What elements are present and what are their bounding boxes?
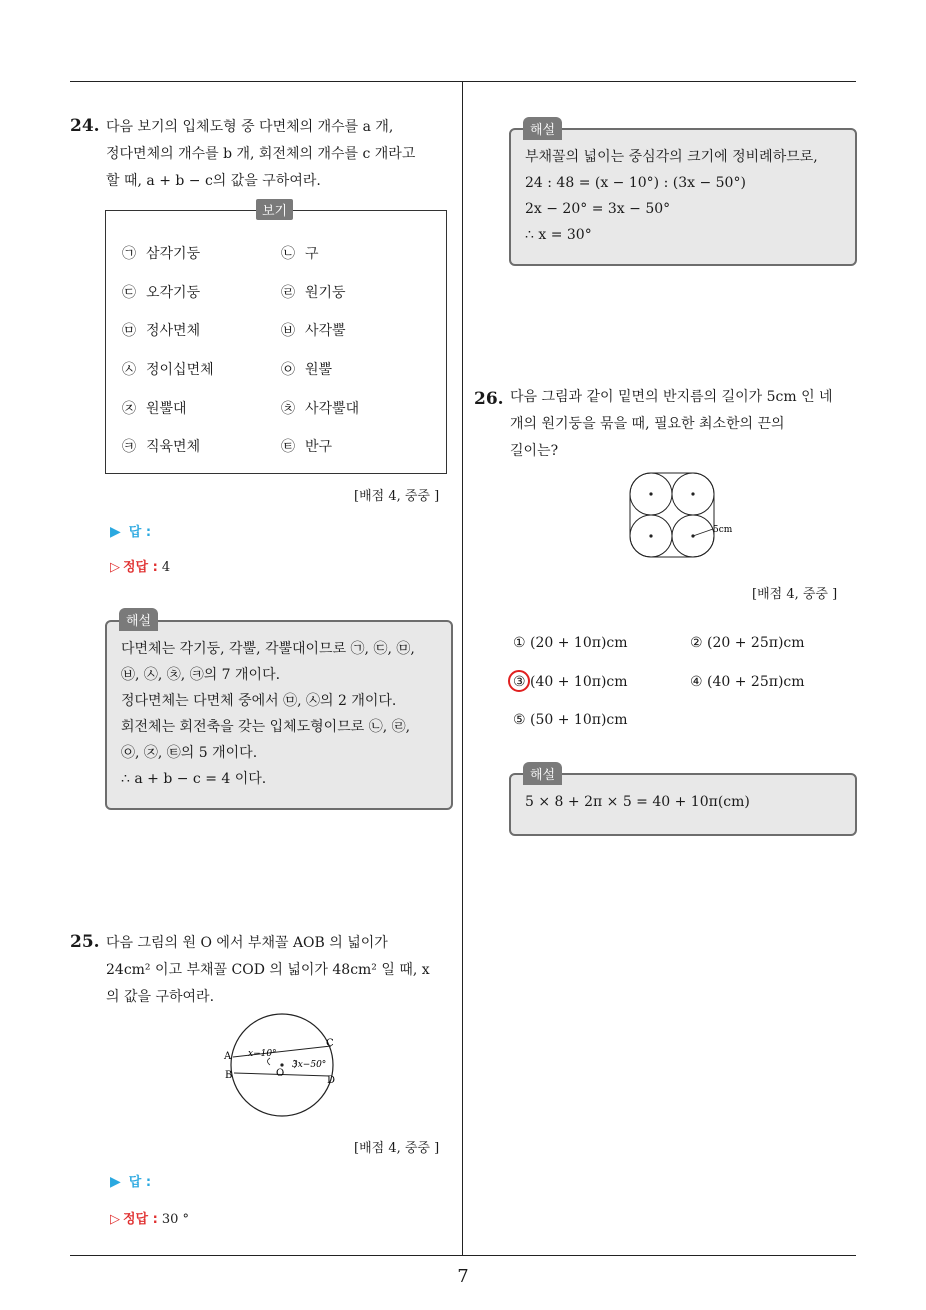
bogi-item-mark: ㉧ [281,362,295,378]
correct-answer-value: 4 [161,560,171,575]
choice-mark: ④ [690,674,703,690]
explanation-line: 부채꼴의 넓이는 중심각의 크기에 정비례하므로, [525,149,818,165]
outline-triangle-icon: ▷ [110,560,120,575]
bogi-label: 보기 [256,199,293,220]
explanation-label: 해설 [119,608,158,631]
bogi-item-text: 반구 [305,439,333,455]
choice-text: (40 + 25π)cm [707,674,805,690]
question-24-correct-answer [110,556,170,575]
explanation-line: ㉥, ㉦, ㉩, ㉪의 7 개이다. [121,667,281,683]
center-dot [649,534,652,537]
bogi-item [281,282,346,302]
bogi-item-mark: ㉥ [281,323,295,339]
bogi-item-text: 직육면체 [146,439,201,455]
label-a: A [224,1051,232,1062]
choice-4[interactable] [690,674,805,690]
bogi-item [122,398,187,418]
radius-label: 5cm [713,525,733,535]
answer-label: 답 : [128,1175,152,1190]
explanation-line: 다면체는 각기둥, 각뿔, 각뿔대이므로 ㉠, ㉢, ㉤, [121,641,415,657]
label-angle-aob: x−10° [248,1049,277,1059]
choice-5[interactable] [513,712,628,728]
label-angle-cod: 3x−50° [292,1060,327,1070]
question-26-score: [배점 4, 중중 ] [752,587,838,602]
choice-mark: ⑤ [513,712,526,728]
choice-text: (40 + 10π)cm [530,674,628,690]
bogi-item [281,243,319,263]
explanation-line: 24 : 48 = (x − 10°) : (3x − 50°) [525,175,746,191]
question-25-score: [배점 4, 중중 ] [354,1141,440,1156]
bogi-item-text: 원뿔대 [146,401,187,417]
outline-triangle-icon: ▷ [110,1212,120,1227]
explanation-label: 해설 [523,117,562,140]
label-d: D [327,1075,336,1086]
explanation-line: 5 × 8 + 2π × 5 = 40 + 10π(cm) [525,794,750,810]
string-loop [630,473,714,557]
bogi-item-mark: ㉣ [281,285,295,301]
play-icon: ▶ [110,524,121,540]
explanation-line: 정다면체는 다면체 중에서 ㉤, ㉦의 2 개이다. [121,693,397,709]
bogi-item-text: 삼각기둥 [146,246,201,262]
label-c: C [326,1038,334,1049]
label-o: O [276,1068,285,1079]
bogi-item-mark: ㉩ [281,401,295,417]
bogi-item [122,436,200,456]
question-26-text [510,384,833,465]
center-point [280,1063,283,1066]
page-number: 7 [457,1266,469,1287]
bogi-item [281,359,332,379]
bogi-item-text: 원기둥 [305,285,346,301]
play-icon: ▶ [110,1174,121,1190]
bogi-item-text: 구 [305,246,319,262]
question-25-line: 24cm² 이고 부채꼴 COD 의 넓이가 48cm² 일 때, x [106,962,430,978]
bogi-item-mark: ㉨ [122,401,136,417]
question-25-line: 의 값을 구하여라. [106,989,215,1005]
explanation-line: ㉧, ㉨, ㉫의 5 개이다. [121,745,258,761]
question-24-answer-field[interactable] [110,521,151,540]
choice-2[interactable] [690,635,805,651]
question-26-line: 다음 그림과 같이 밑면의 반지름의 길이가 5cm 인 네 [510,389,833,405]
bogi-item [122,282,200,302]
question-25-number: 25. [70,932,100,952]
bogi-item-text: 사각뿔 [305,323,346,339]
radius-line [693,529,713,536]
question-26-number: 26. [474,389,504,409]
question-25-explanation [509,128,857,266]
angle-arc-left [268,1058,271,1065]
bogi-item-text: 오각기둥 [146,285,201,301]
explanation-line: ∴ x = 30° [525,227,592,243]
label-b: B [225,1070,233,1081]
question-24-line: 정다면체의 개수를 b 개, 회전체의 개수를 c 개라고 [106,146,416,162]
question-25-answer-field[interactable] [110,1171,151,1190]
bogi-item [281,320,346,340]
question-26-line: 개의 원기둥을 묶을 때, 필요한 최소한의 끈의 [510,416,785,432]
question-26-line: 길이는? [510,443,559,459]
question-24-line: 할 때, a + b − c의 값을 구하여라. [106,173,321,189]
choice-text: (20 + 10π)cm [530,635,628,651]
question-24-score: [배점 4, 중중 ] [354,489,440,504]
correct-answer-label: 정답 : [123,560,158,575]
four-cylinders-diagram [625,470,745,562]
bogi-item [122,320,200,340]
bogi-item-text: 정사면체 [146,323,201,339]
bogi-item [122,359,214,379]
question-25-correct-answer [110,1208,189,1227]
question-25-text [106,930,430,1011]
bogi-item-mark: ㉠ [122,246,136,262]
choice-3[interactable] [513,674,628,690]
question-24-number: 24. [70,116,100,136]
explanation-line: ∴ a + b − c = 4 이다. [121,771,267,787]
explanation-line: 회전체는 회전축을 갖는 입체도형이므로 ㉡, ㉣, [121,719,411,735]
correct-answer-label: 정답 : [123,1212,158,1227]
bogi-item [281,398,359,418]
explanation-line: 2x − 20° = 3x − 50° [525,201,671,217]
column-divider [462,82,463,1255]
bogi-item-mark: ㉢ [122,285,136,301]
bogi-item-mark: ㉫ [281,439,295,455]
center-dot [691,492,694,495]
bogi-item-mark: ㉪ [122,439,136,455]
question-24-text [106,114,415,195]
circle-sector-diagram [220,1010,350,1120]
question-24-explanation [105,620,453,810]
bogi-item-text: 원뿔 [305,362,333,378]
choice-mark: ③ [513,674,526,690]
choice-1[interactable] [513,635,628,651]
question-24-line: 다음 보기의 입체도형 중 다면체의 개수를 a 개, [106,119,394,135]
choice-text: (20 + 25π)cm [707,635,805,651]
choice-text: (50 + 10π)cm [530,712,628,728]
bogi-item [281,436,332,456]
question-25-line: 다음 그림의 원 O 에서 부채꼴 AOB 의 넓이가 [106,935,388,951]
choice-mark: ② [690,635,703,651]
center-dot [649,492,652,495]
bogi-item-text: 사각뿔대 [305,401,360,417]
bogi-item [122,243,200,263]
choice-mark: ① [513,635,526,651]
correct-answer-value: 30 ° [161,1212,190,1227]
top-rule [70,81,856,82]
bogi-item-mark: ㉤ [122,323,136,339]
bogi-item-mark: ㉦ [122,362,136,378]
answer-label: 답 : [128,525,152,540]
bogi-item-text: 정이십면체 [146,362,214,378]
explanation-label: 해설 [523,762,562,785]
bogi-item-mark: ㉡ [281,246,295,262]
bottom-rule [70,1255,856,1256]
